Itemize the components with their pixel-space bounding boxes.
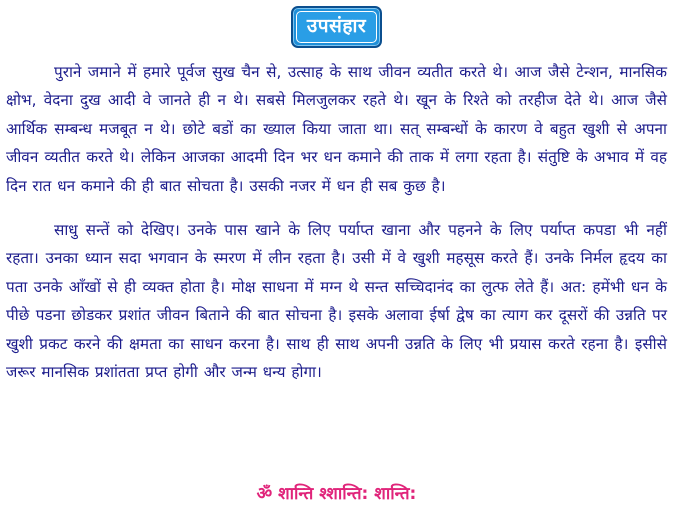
main-content	[6, 58, 667, 386]
paragraph-2: साधु सन्तें को देखिए। उनके पास खाने के लिए पर्याप्त खाना और पहनने के लिए पर्याप्त कपडा भी नहीं रहता। उनका ध्यान सदा भगवान के स्मरण में लीन रहता है। उसी में वे खुशी महसूस करते हैं। उनके निर्मल हृदय का पता उनके आँखों से ही व्यक्त होता है। मोक्ष साधना में मग्न थे सन्त सच्चिदानंद का लुत्फ लेते हैं। अत: हमेंभी धन के पीछे पडना छोडकर प्रशांत जीवन बिताने की बात सोचना है। इसके अलावा ईर्षा द्वेष का त्याग कर दूसरों की उन्नति पर खुशी प्रकट करने की क्षमता का साधन करना है। साथ ही साथ अपनी उन्नति के लिए भी प्रयास करते रहना है। इसीसे जरूर मानसिक प्रशांतता प्रप्त होगी और जन्म धन्य होगा।	[6, 221, 667, 382]
closing-shanti-mantra: ॐ शान्ति श्शान्ति: शान्ति:	[256, 484, 417, 504]
heading-badge	[291, 6, 382, 48]
paragraph-1: पुराने जमाने में हमारे पूर्वज सुख चैन से, उत्साह के साथ जीवन व्यतीत करते थे। आज जैसे टेन्शन, मानसिक क्षोभ, वेदना दुख आदी वे जानते ही न थे। सबसे मिलजुलकर रहते थे। खून के रिश्ते को तरहीज देते थे। आज जैसे आर्थिक सम्बन्ध मजबूत न थे। छोटे बडों का ख्याल किया जाता था। सत् सम्बन्धों के कारण वे बहुत खुशी से अपना जीवन व्यतीत करते थे। लेकिन आजका आदमी दिन भर धन कमाने की ताक में लगा रहता है। संतुष्टि के अभाव में वह दिन रात धन कमाने की ही बात सोचता है। उसकी नजर में धन ही सब कुछ है।	[6, 63, 667, 195]
section-heading: उपसंहार	[296, 11, 377, 43]
heading-container	[0, 6, 673, 48]
